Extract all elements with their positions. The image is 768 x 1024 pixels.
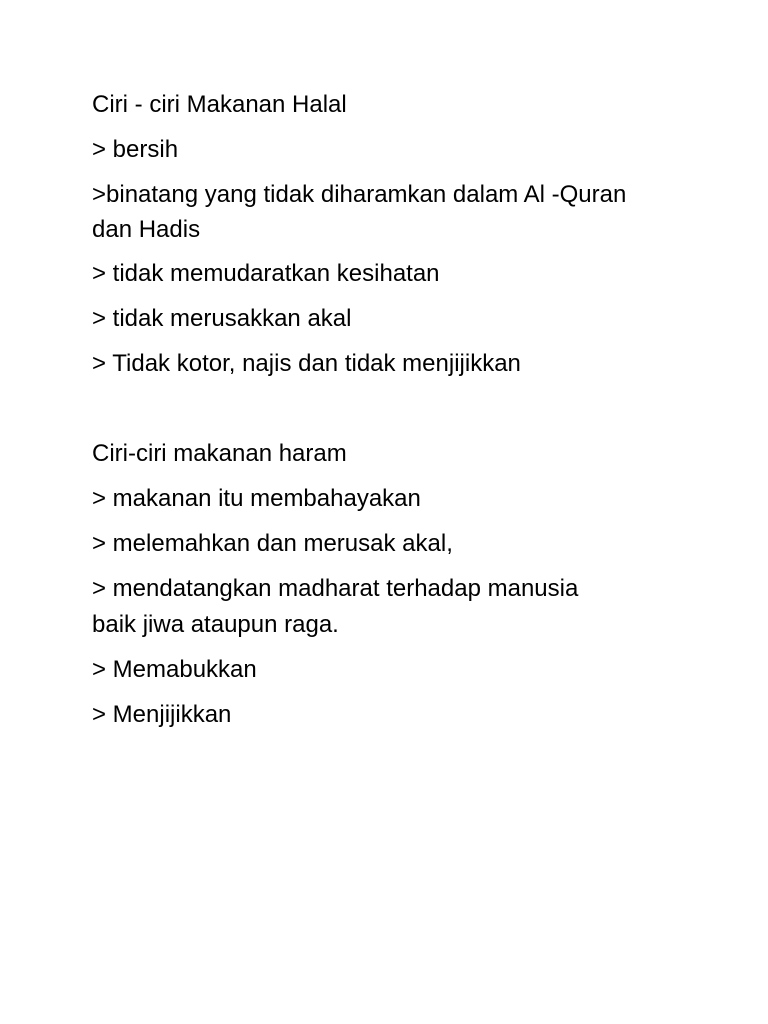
halal-item: >binatang yang tidak diharamkan dalam Al -Quran <box>92 181 627 208</box>
haram-item: > Memabukkan <box>92 656 257 683</box>
haram-item: > Menjijikkan <box>92 701 232 728</box>
haram-item: > makanan itu membahayakan <box>92 485 421 512</box>
halal-item: > bersih <box>92 136 179 163</box>
haram-item-continuation: baik jiwa ataupun raga. <box>92 611 339 638</box>
halal-item: > tidak memudaratkan kesihatan <box>92 260 440 287</box>
halal-title: Ciri - ciri Makanan Halal <box>92 91 347 118</box>
haram-item: > melemahkan dan merusak akal, <box>92 530 453 557</box>
haram-title: Ciri-ciri makanan haram <box>92 440 347 467</box>
halal-item: > tidak merusakkan akal <box>92 305 352 332</box>
halal-item-continuation: dan Hadis <box>92 216 201 243</box>
haram-item: > mendatangkan madharat terhadap manusia <box>92 575 579 602</box>
halal-item: > Tidak kotor, najis dan tidak menjijikkan <box>92 350 521 377</box>
